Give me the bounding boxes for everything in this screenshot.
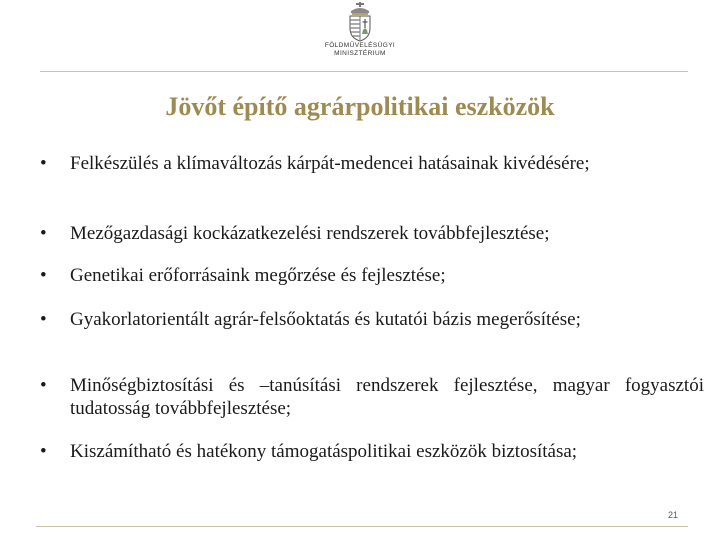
- bullet-text: Gyakorlatorientált agrár-felsőoktatás és kutatói bázis megerősítése;: [70, 309, 581, 330]
- ministry-name-line1: FÖLDMŰVELÉSÜGYI: [324, 42, 396, 49]
- bullet-icon: •: [40, 375, 47, 396]
- page-number: 21: [667, 510, 678, 520]
- list-item: [40, 222, 704, 245]
- bullet-icon: •: [40, 153, 47, 174]
- bullet-icon: •: [40, 309, 47, 330]
- list-item: [40, 152, 704, 175]
- ministry-logo: [315, 2, 405, 68]
- bullet-icon: •: [40, 441, 47, 462]
- bullet-text: Genetikai erőforrásaink megőrzése és fejlesztése;: [70, 265, 446, 286]
- bullet-icon: •: [40, 223, 47, 244]
- bullet-text: Minőségbiztosítási és –tanúsítási rendszerek fejlesztése, magyar fogyasztói tudatosság továbbfejlesztése;: [70, 375, 704, 419]
- ministry-name-line2: MINISZTÉRIUM: [334, 50, 386, 57]
- hungarian-coat-of-arms-icon: [345, 2, 375, 42]
- list-item: [40, 308, 704, 331]
- footer-divider: [36, 526, 688, 527]
- list-item: [40, 374, 704, 420]
- slide-title: Jövőt építő agrárpolitikai eszközök: [165, 92, 555, 121]
- bullet-text: Felkészülés a klímaváltozás kárpát-medencei hatásainak kivédésére;: [70, 153, 590, 174]
- list-item: [40, 440, 704, 463]
- bullet-text: Mezőgazdasági kockázatkezelési rendszerek továbbfejlesztése;: [70, 223, 550, 244]
- list-item: [40, 264, 704, 287]
- bullet-icon: •: [40, 265, 47, 286]
- bullet-text: Kiszámítható és hatékony támogatáspolitikai eszközök biztosítása;: [70, 441, 578, 462]
- header-divider: [40, 71, 688, 72]
